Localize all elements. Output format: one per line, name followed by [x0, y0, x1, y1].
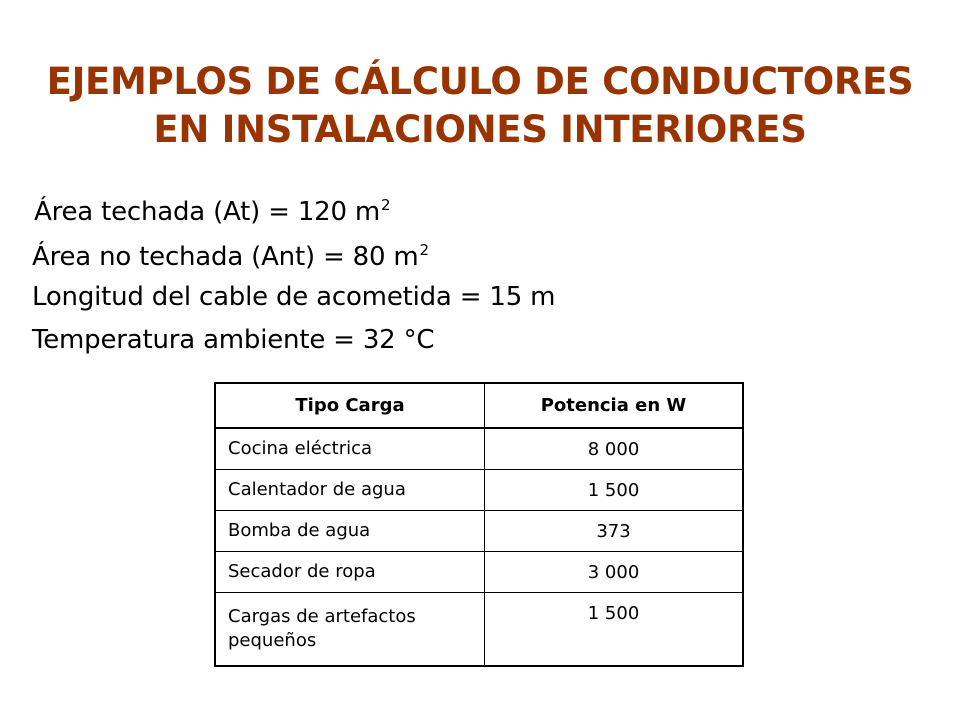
- table-row: [215, 593, 743, 667]
- area-no-techada-exponent: 2: [419, 241, 429, 259]
- table-cell-tipo: Cocina eléctrica: [215, 428, 485, 470]
- table-cell-potencia: 1 500: [485, 593, 744, 667]
- table-cell-potencia: 373: [485, 511, 744, 552]
- temperatura-text: Temperatura ambiente = 32 °C: [32, 325, 435, 355]
- area-no-techada-text: [32, 241, 429, 272]
- load-table: [214, 382, 744, 667]
- table-row: [215, 470, 743, 511]
- area-techada-value: Área techada (At) = 120 m: [34, 197, 381, 227]
- table-cell-tipo: Cargas de artefactos pequeños: [215, 593, 485, 667]
- table-cell-potencia: 8 000: [485, 428, 744, 470]
- table-header-row: [215, 383, 743, 428]
- area-no-techada-value: Área no techada (Ant) = 80 m: [32, 242, 419, 272]
- table-cell-tipo: Calentador de agua: [215, 470, 485, 511]
- header-potencia: Potencia en W: [485, 383, 744, 428]
- table-row: [215, 428, 743, 470]
- longitud-cable-text: Longitud del cable de acometida = 15 m: [32, 282, 556, 312]
- slide-title: [0, 58, 960, 154]
- table-cell-potencia: 3 000: [485, 552, 744, 593]
- table-cell-tipo: Secador de ropa: [215, 552, 485, 593]
- header-tipo-carga: Tipo Carga: [215, 383, 485, 428]
- table-cell-potencia: 1 500: [485, 470, 744, 511]
- table-row: [215, 552, 743, 593]
- table-cell-tipo: Bomba de agua: [215, 511, 485, 552]
- area-techada-text: [34, 196, 390, 227]
- slide-title-line-1: EJEMPLOS DE CÁLCULO DE CONDUCTORES: [46, 60, 914, 103]
- slide-title-line-2: EN INSTALACIONES INTERIORES: [153, 108, 807, 151]
- area-techada-exponent: 2: [381, 196, 391, 214]
- table-row: [215, 511, 743, 552]
